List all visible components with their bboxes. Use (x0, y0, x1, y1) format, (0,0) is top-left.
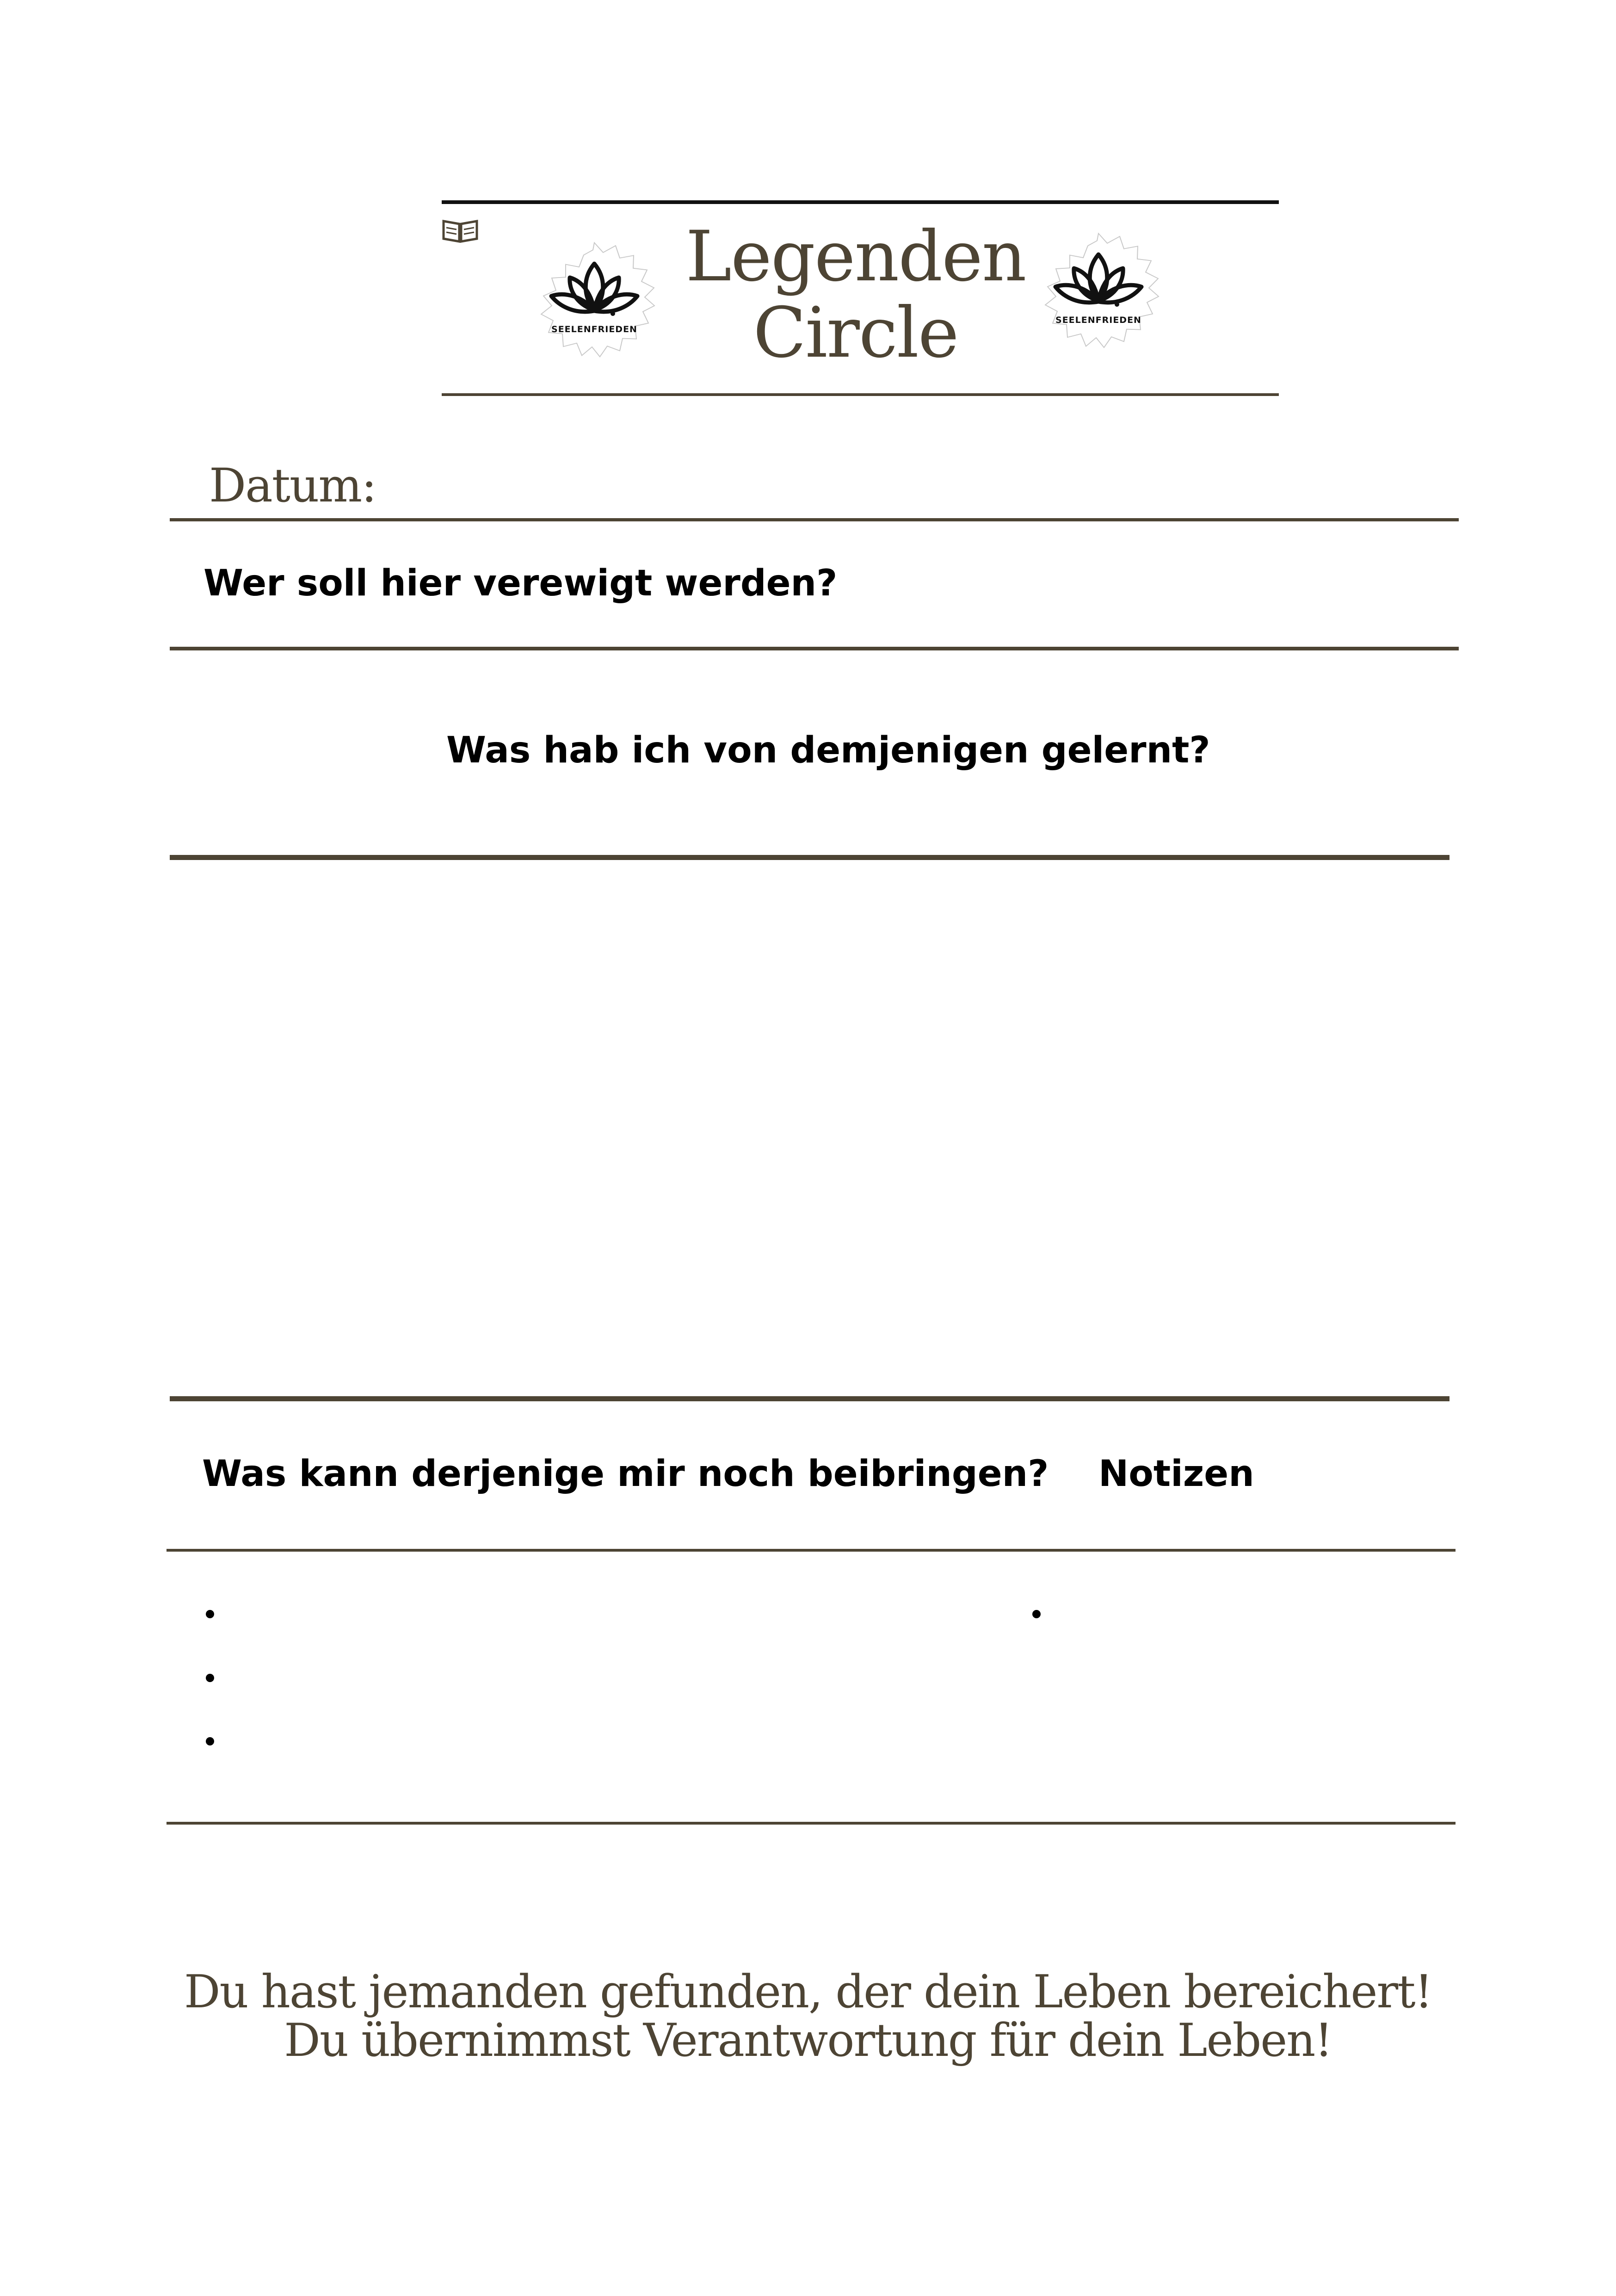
notes-label: Notizen (1098, 1453, 1254, 1495)
lotus-icon (1055, 254, 1141, 303)
teach-rule-bottom (167, 1822, 1456, 1825)
teach-rule-top (167, 1549, 1456, 1552)
seelenfrieden-badge-right (1022, 217, 1175, 370)
question-who: Wer soll hier verewigt werden? (204, 563, 838, 604)
header-bottom-rule (442, 393, 1279, 396)
footer-line1: Du hast jemanden gefunden, der dein Leben bereichert! (184, 1966, 1432, 2018)
learned-rule-top (170, 855, 1449, 860)
teach-bullet[interactable] (206, 1610, 214, 1618)
svg-text:SEELENFRIEDEN: SEELENFRIEDEN (551, 324, 637, 334)
seelenfrieden-badge-left (518, 227, 671, 379)
learned-rule-bottom (170, 1396, 1449, 1401)
date-label: Datum: (209, 458, 376, 513)
svg-text:SEELENFRIEDEN: SEELENFRIEDEN (1055, 315, 1141, 325)
footer-line2: Du übernimmst Verantwortung für dein Leben! (284, 2014, 1332, 2067)
teach-bullet[interactable] (206, 1674, 214, 1682)
learned-answer-area[interactable] (170, 865, 1449, 1392)
book-icon (442, 217, 479, 244)
date-rule[interactable] (170, 518, 1459, 521)
question-teach: Was kann derjenige mir noch beibringen? (202, 1453, 1049, 1495)
question-learned: Was hab ich von demjenigen gelernt? (446, 730, 1210, 771)
header-top-rule (442, 200, 1279, 204)
title-line1: Legenden (685, 217, 1026, 297)
title-line2: Circle (753, 293, 958, 373)
who-rule[interactable] (170, 647, 1459, 650)
notes-bullet[interactable] (1032, 1610, 1041, 1618)
lotus-icon (551, 264, 637, 312)
teach-bullet[interactable] (206, 1737, 214, 1745)
